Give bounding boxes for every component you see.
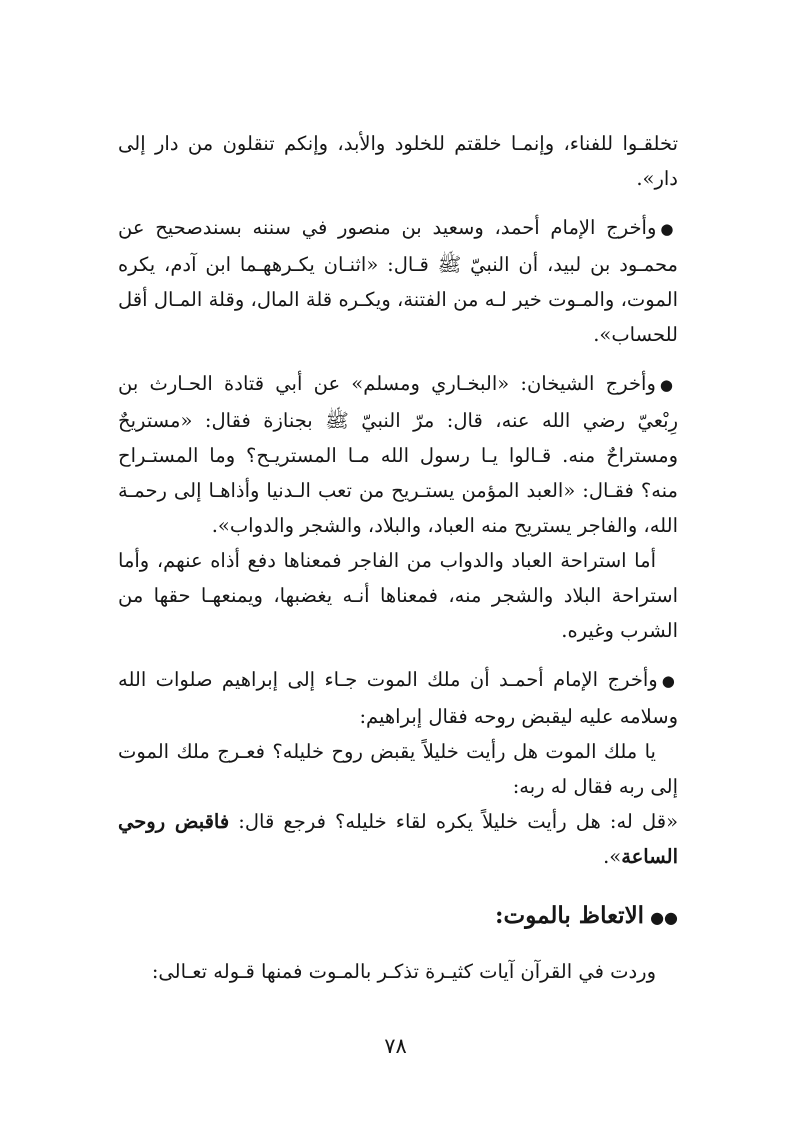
bullet-icon: ● — [659, 376, 678, 394]
paragraph-ibrahim-answer — [118, 804, 678, 874]
page-body — [118, 126, 678, 989]
paragraph-explanation: أما استراحة العباد والدواب من الفاجر فمعناها دفع أذاه عنهم، وأما استراحة البلاد والشجر منه، فمعناها أنـه يغضبها، ويمنعهـا حقها من الشرب وغيره. — [118, 549, 678, 642]
section-heading — [118, 896, 678, 938]
bullet-icon: ● — [660, 220, 678, 238]
paragraph-shaykhan-hadith — [118, 366, 678, 543]
double-bullet-icon: ●● — [650, 908, 678, 927]
bullet-icon: ● — [661, 672, 678, 690]
paragraph-text: «قل له: هل رأيت خليلاً يكره لقاء خليله؟ فرجع قال: — [229, 810, 678, 833]
emphasized-text: فاقبض روحي الساعة — [118, 810, 678, 868]
paragraph-text: وأخرج الإمام أحمد، وسعيد بن منصور في سننه بسندصحيح عن محمـود بن لبيد، أن النبيّ ﷺ قـال: «اثنـان يكـرههـما ابن آدم، يكره الموت، والمـوت خير لـه من الفتنة، ويكـره قلة المال، وقلة المـال أقل للحساب». — [118, 216, 678, 346]
page-number: ٧٨ — [384, 1034, 407, 1058]
paragraph-text: ». — [603, 845, 622, 868]
paragraph-text: وأخرج الشيخان: «البخـاري ومسلم» عن أبي قتادة الحـارث بن رِبْعيّ رضي الله عنه، قال: مرّ النبيّ ﷺ بجنازة فقال: «مستريحٌ ومستراحٌ منه. قـالوا يـا رسول الله مـا المستريـح؟ وما المستـراح منه؟ فقـال: «العبد المؤمن يستـريح من تعب الـدنيا وأذاهـا إلى رحمـة الله، والفاجر يستريح منه العباد، والبلاد، والشجر والدواب». — [118, 372, 678, 537]
section-heading-text: الاتعاظ بالموت: — [495, 902, 645, 929]
paragraph-ibrahim-hadith — [118, 662, 678, 734]
paragraph-ahmad-hadith — [118, 210, 678, 352]
paragraph-continuation: تخلقـوا للفناء، وإنمـا خلقتم للخلود والأبد، وإنكم تنقلون من دار إلى دار». — [118, 132, 678, 190]
paragraph-quran-intro: وردت في القرآن آيات كثيـرة تذكـر بالمـوت فمنها قـوله تعـالى: — [151, 960, 656, 983]
paragraph-text: وأخرج الإمام أحمـد أن ملك الموت جـاء إلى إبراهيم صلوات الله وسلامه عليه ليقبض روحه فقال إبراهيم: — [118, 668, 678, 728]
paragraph-ibrahim-question: يا ملك الموت هل رأيت خليلاً يقبض روح خليله؟ فعـرج ملك الموت إلى ربه فقال له ربه: — [118, 740, 678, 798]
